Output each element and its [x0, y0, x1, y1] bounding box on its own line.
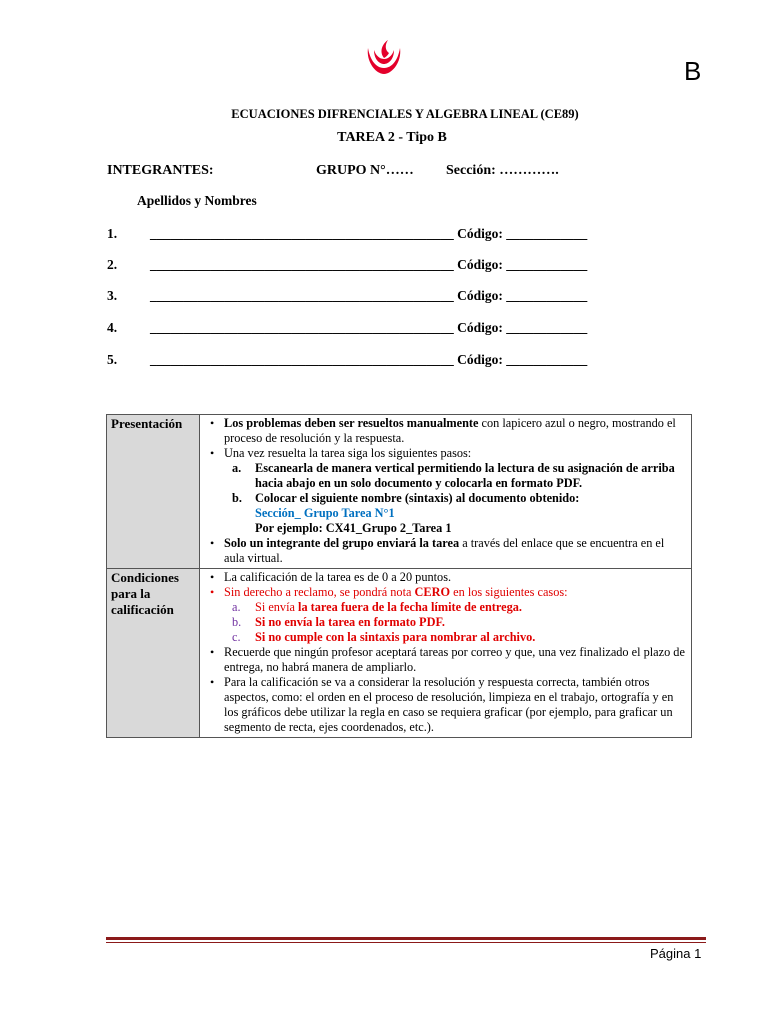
zero-rule-post: en los siguientes casos: — [450, 585, 568, 599]
member-line: _____________________________________________ Código: ____________ — [150, 226, 588, 241]
case-pre: Si envía — [255, 600, 299, 614]
footer-rule — [106, 937, 706, 940]
step-item — [224, 491, 687, 536]
case-letter: c. — [232, 630, 241, 644]
member-number: 4. — [107, 320, 118, 335]
condiciones-label: Condiciones para la calificación — [107, 569, 200, 738]
member-line: _____________________________________________ Código: ____________ — [150, 320, 588, 335]
step-letter: a. — [232, 461, 242, 475]
step-letter: b. — [232, 491, 242, 505]
member-number: 5. — [107, 352, 118, 367]
list-item — [206, 416, 687, 446]
case-item — [224, 615, 687, 630]
steps-intro: Una vez resuelta la tarea siga los siguientes pasos: — [224, 446, 472, 460]
course-title: ECUACIONES DIFRENCIALES Y ALGEBRA LINEAL (CE89) — [231, 107, 579, 121]
page-number: Página 1 — [650, 946, 702, 961]
manual-rule-bold: Los problemas deben ser resueltos manualmente — [224, 416, 479, 430]
member-line: _____________________________________________ Código: ____________ — [150, 257, 588, 272]
version-letter: B — [684, 56, 702, 86]
list-item — [206, 536, 687, 566]
presentacion-label: Presentación — [107, 415, 200, 569]
member-line: _____________________________________________ Código: ____________ — [150, 288, 588, 303]
seccion-label: Sección: …………. — [446, 163, 559, 178]
list-item — [206, 675, 687, 735]
assignment-title: TAREA 2 - Tipo B — [337, 130, 447, 145]
example-text: Por ejemplo: CX41_Grupo 2_Tarea 1 — [255, 521, 452, 535]
syntax-text: Sección_ Grupo Tarea N°1 — [255, 506, 395, 520]
condiciones-row — [107, 569, 692, 738]
zero-rule-bold: CERO — [414, 585, 451, 599]
instructions-table — [106, 414, 692, 738]
member-number: 2. — [107, 257, 118, 272]
grading-aspects-text: Para la calificación se va a considerar la resolución y respuesta correcta, también otros aspectos, como: el orden en el proceso de resolución, limpieza en el trabajo, ortografía y en los gráficos debe utilizar la regla en caso se requiera graficar (por ejemplo, para graficar un segmento de recta, ejes coordenados, etc.). — [224, 675, 674, 734]
grade-range-text: La calificación de la tarea es de 0 a 20 puntos. — [224, 570, 452, 584]
university-logo-icon — [362, 38, 406, 76]
list-item — [206, 570, 687, 585]
case-bold: Si no envía la tarea en formato PDF. — [255, 615, 445, 629]
presentacion-content — [200, 415, 692, 569]
list-item — [206, 585, 687, 645]
case-letter: b. — [232, 615, 242, 629]
single-member-bold: Solo un integrante del grupo enviará la tarea — [224, 536, 460, 550]
grupo-label: GRUPO N°…… — [316, 163, 414, 178]
case-item — [224, 600, 687, 615]
no-email-text: Recuerde que ningún profesor aceptará tareas por correo y que, una vez finalizado el plazo de entrega, no habrá manera de ampliarlo. — [224, 645, 685, 674]
integrantes-label: INTEGRANTES: — [107, 163, 214, 178]
member-line: _____________________________________________ Código: ____________ — [150, 352, 588, 367]
step-text: Escanearla de manera vertical permitiendo la lectura de su asignación de arriba hacia abajo en un solo documento y colocarla en formato PDF. — [255, 461, 675, 490]
single-member-text: a través del enlace que se encuentra en el aula virtual. — [224, 536, 665, 565]
step-text: Colocar el siguiente nombre (sintaxis) al documento obtenido: — [255, 491, 580, 505]
zero-rule-pre: Sin derecho a reclamo, se pondrá nota — [224, 585, 415, 599]
step-item — [224, 461, 687, 491]
presentacion-row — [107, 415, 692, 569]
list-item — [206, 645, 687, 675]
manual-rule-text: con lapicero azul o negro, mostrando el proceso de resolución y la respuesta. — [224, 416, 676, 445]
member-number: 3. — [107, 288, 118, 303]
list-item — [206, 446, 687, 536]
apellidos-label: Apellidos y Nombres — [137, 193, 257, 208]
case-item — [224, 630, 687, 645]
case-bold: la tarea fuera de la fecha límite de entrega. — [298, 600, 522, 614]
condiciones-content — [200, 569, 692, 738]
footer-rule-thin — [106, 942, 706, 943]
case-letter: a. — [232, 600, 241, 614]
member-number: 1. — [107, 226, 118, 241]
case-bold: Si no cumple con la sintaxis para nombrar al archivo. — [255, 630, 536, 644]
